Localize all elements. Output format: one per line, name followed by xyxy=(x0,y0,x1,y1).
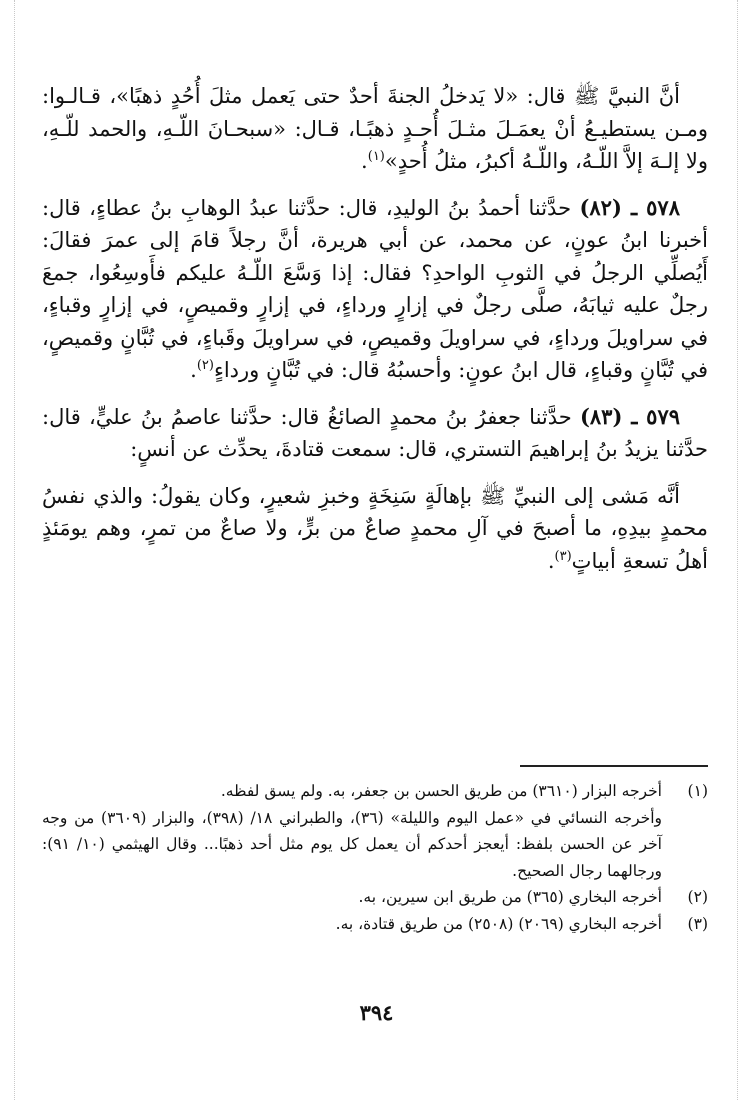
footnote-3 xyxy=(42,911,708,938)
hadith-579-text: حدَّثنا جعفرُ بنُ محمدٍ الصائغُ قال: حدَّثنا عاصمُ بنُ عليٍّ، قال: حدَّثنا يزيدُ بنُ إبراهيمَ التستري، قال: سمعت قتادةَ، يحدِّث عن أنسٍ: xyxy=(42,404,708,461)
footnotes xyxy=(42,778,708,937)
page-number: ٣٩٤ xyxy=(359,1000,394,1025)
hadith-579-matn: أنَّه مَشى إلى النبيِّ ﷺ بإهالَةٍ سَنِخَةٍ وخبزِ شعيرٍ، وكان يقولُ: والذي نفسُ محمدٍ بيدِهِ، ما أصبحَ في آلِ محمدٍ صاعٌ من برٍّ، ولا صاعٌ من تمرٍ، وهم يومَئذٍ أهلُ تسعةِ أبياتٍ$^{(٣)}$. xyxy=(42,483,708,573)
paragraph-hadith-end: أنَّ النبيَّ ﷺ قال: «لا يَدخلُ الجنةَ أحدٌ حتى يَعمل مثلَ أُحُدٍ ذهبًا»، قـالـوا: ومـن يستطيـعُ أنْ يعمَـلَ مثـلَ أُحـدٍ ذهبًـا، قـال: «سبحـانَ اللّـهِ، والحمد للّـهِ، ولا إلـهَ إلاَّ اللّـهُ، واللّـهُ أكبرُ، مثلُ أُحدٍ»$^{(١)}$. xyxy=(42,84,708,173)
hadith-578-number: ٥٧٨ ـ (٨٢) xyxy=(579,194,680,220)
footnote-1 xyxy=(42,778,708,805)
footnote-3-number: (٣) xyxy=(687,914,708,933)
footnote-ref-2: (٢) xyxy=(196,358,214,373)
footnote-ref-3: (٣) xyxy=(554,548,572,564)
hadith-579-number: ٥٧٩ ـ (٨٣) xyxy=(579,403,681,429)
scan-margin-line-right xyxy=(737,0,739,1100)
footnote-2-text: أخرجه البخاري (٣٦٥) من طريق ابن سيرين، به. xyxy=(358,888,662,906)
footnote-1-text: أخرجه البزار (٣٦١٠) من طريق الحسن بن جعفر، به. ولم يسق لفظه. xyxy=(220,782,662,800)
hadith-578: ٥٧٨ ـ (٨٢) حدَّثنا أحمدُ بنُ الوليدِ، قال: حدَّثنا عبدُ الوهابِ بنُ عطاءٍ، قال: أخبرنا ابنُ عونٍ، عن محمد، عن أبي هريرة، أنَّ رجلاً قامَ إلى عمرَ فقالَ: أَيُصلِّي الرجلُ في الثوبِ الواحدِ؟ فقال: إذا وَسَّعَ اللّـهُ عليكم فأَوسِعُوا، جمعَ رجلٌ عليه ثيابَهُ، صلَّى رجلٌ في إزارٍ ورداءٍ، في إزارٍ وقميصٍ، في إزارٍ وقباءٍ، في سراويلَ ورداءٍ، في سراويلَ وقميصٍ، في سراويلَ وقَباءٍ، في تُبَّانٍ وقميصٍ، في تُبَّانٍ وقباءٍ، قال ابنُ عونٍ: وأحسبُهُ قال: في تُبَّانٍ ورداءٍ$^{(٢)}$. xyxy=(42,194,708,382)
paragraph-1-text: أنَّ النبيَّ ﷺ قال: «لا يَدخلُ الجنةَ أحدٌ حتى يَعمل مثلَ أُحُدٍ ذهبًا»، قـالـوا: ومـن يستطيـعُ أنْ يعمَـلَ مثـلَ أُحـدٍ ذهبًـا، قـال: «سبحـانَ اللّـهِ، والحمد للّـهِ، ولا إلـهَ إلاَّ اللّـهُ، واللّـهُ أكبرُ، مثلُ أُحدٍ» xyxy=(42,84,708,173)
hadith-578-text: حدَّثنا أحمدُ بنُ الوليدِ، قال: حدَّثنا عبدُ الوهابِ بنُ عطاءٍ، قال: أخبرنا ابنُ عونٍ، عن محمد، عن أبي هريرة، أنَّ رجلاً قامَ إلى عمرَ فقالَ: أَيُصلِّي الرجلُ في الثوبِ الواحدِ؟ فقال: إذا وَسَّعَ اللّـهُ عليكم فأَوسِعُوا، جمعَ رجلٌ عليه ثيابَهُ، صلَّى رجلٌ في إزارٍ ورداءٍ، في إزارٍ وقميصٍ، في إزارٍ وقباءٍ، في سراويلَ ورداءٍ، في سراويلَ وقميصٍ، في سراويلَ وقَباءٍ، في تُبَّانٍ وقميصٍ، في تُبَّانٍ وقباءٍ، قال ابنُ عونٍ: وأحسبُهُ قال: في تُبَّانٍ ورداءٍ xyxy=(42,195,708,382)
paragraph-4-text: أنَّه مَشى إلى النبيِّ ﷺ بإهالَةٍ سَنِخَةٍ وخبزِ شعيرٍ، وكان يقولُ: والذي نفسُ محمدٍ بيدِهِ، ما أصبحَ في آلِ محمدٍ صاعٌ من برٍّ، ولا صاعٌ من تمرٍ، وهم يومَئذٍ أهلُ تسعةِ أبياتٍ xyxy=(42,483,708,573)
footnote-2-number: (٢) xyxy=(687,888,708,906)
footnote-1-continuation: وأخرجه النسائي في «عمل اليوم والليلة» (٣٦)، والطبراني ١٨/ (٣٩٨)، والبزار (٣٦٠٩) من وجه آخر عن الحسن بلفظ: أيعجز أحدكم أن يعمل كل يوم مثل أحد ذهبًا... وقال الهيثمي (١٠/ ٩١): ورجالهما رجال الصحيح. xyxy=(42,808,662,880)
footnote-2 xyxy=(42,884,708,911)
footnote-separator xyxy=(520,765,708,767)
footnote-ref-1: (١) xyxy=(367,149,385,164)
scan-margin-line-left xyxy=(14,0,16,1100)
hadith-579 xyxy=(42,401,708,466)
footnote-1-number: (١) xyxy=(687,782,708,800)
main-text xyxy=(42,80,708,577)
footnote-3-text: أخرجه البخاري (٢٠٦٩) (٢٥٠٨) من طريق قتادة، به. xyxy=(335,914,662,933)
